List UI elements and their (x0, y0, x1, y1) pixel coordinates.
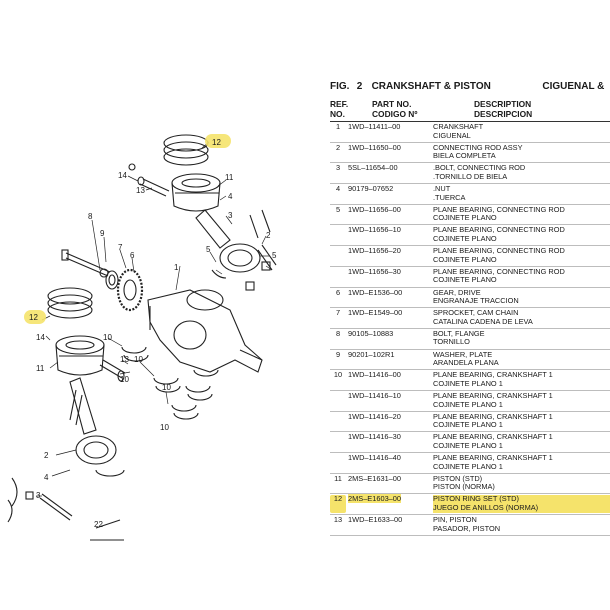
callout-8: 8 (88, 212, 93, 221)
part-description-es: ENGRANAJE TRACCION (433, 296, 519, 306)
part-ref: 7 (335, 308, 341, 318)
part-description-es: COJINETE PLANO (433, 254, 497, 264)
callout-4-top: 4 (228, 192, 233, 201)
part-number-text: 1WD–E1633–00 (348, 515, 403, 525)
header-description: DESCRIPTION (474, 99, 532, 109)
part-description (430, 164, 610, 181)
highlight-callout-12-bottom (24, 310, 46, 324)
part-description (430, 351, 610, 368)
part-description-es: PISTON (NORMA) (433, 482, 495, 492)
cam-sprocket (106, 271, 118, 289)
part-description-en: PLANE BEARING, CRANKSHAFT 1 (433, 453, 553, 462)
part-description (430, 185, 610, 202)
part-description-en: GEAR, DRIVE (433, 287, 481, 297)
piston-top (172, 174, 220, 211)
part-description (430, 226, 610, 243)
part-ref: 1 (335, 122, 341, 131)
callout-10-c: 10 (120, 375, 129, 384)
part-description-en: .BOLT, CONNECTING ROD (433, 163, 526, 173)
part-number-text: 2MS–E1603–00 (348, 494, 402, 504)
callout-6: 6 (130, 251, 135, 260)
part-description-es: COJINETE PLANO 1 (433, 420, 503, 430)
part-description-en: PLANE BEARING, CRANKSHAFT 1 (433, 370, 553, 380)
part-ref (330, 226, 346, 243)
part-description-es: .TUERCA (433, 192, 466, 202)
callout-10-d: 10 (162, 383, 171, 392)
part-description-en: PISTON RING SET (STD) (433, 495, 610, 504)
table-row (330, 432, 610, 453)
part-ref: 2 (335, 142, 341, 152)
part-number-text: 90179–07652 (348, 184, 394, 194)
part-number-text: 2MS–E1631–00 (348, 473, 402, 483)
table-row (330, 308, 610, 329)
part-description (430, 268, 610, 285)
fig-number: 2 (356, 81, 363, 92)
part-description (430, 289, 610, 306)
part-description-en: BOLT, FLANGE (433, 328, 485, 338)
part-description-es: COJINETE PLANO 1 (433, 461, 503, 471)
part-description (430, 516, 610, 533)
table-row (330, 329, 610, 350)
callout-13-bottom: 13 (120, 355, 129, 364)
figure-title (330, 80, 610, 94)
flange-bolt (62, 250, 110, 276)
part-number-text: 1WD–11656–10 (348, 225, 401, 235)
part-number (346, 144, 430, 161)
fig-title-en: CRANKSHAFT & PISTON (371, 81, 491, 92)
part-description (430, 247, 610, 264)
part-ref: 13 (333, 515, 343, 525)
callout-10-a: 10 (103, 333, 112, 342)
table-row (330, 412, 610, 433)
part-number (346, 247, 430, 264)
callout-2-top: 2 (266, 231, 271, 240)
connecting-rod-top (196, 210, 276, 272)
fig-label: FIG. (330, 81, 350, 92)
connecting-rod-bottom (70, 378, 124, 476)
callout-1: 1 (174, 263, 179, 272)
part-description-en: PLANE BEARING, CONNECTING ROD (433, 246, 565, 256)
header-no: NO. (330, 108, 345, 119)
table-row (330, 267, 610, 288)
table-row (330, 391, 610, 412)
part-ref (330, 413, 346, 430)
table-row (330, 370, 610, 391)
part-description (430, 392, 610, 409)
part-description (430, 371, 610, 388)
table-row (330, 205, 610, 226)
part-description-es: COJINETE PLANO (433, 275, 497, 285)
header-ref: REF. (330, 99, 349, 109)
part-description (430, 309, 610, 326)
part-ref (330, 433, 346, 450)
callout-11-bottom: 11 (36, 364, 45, 373)
part-description (430, 475, 610, 492)
part-number-text: 1WD–E1536–00 (348, 287, 403, 297)
table-row (330, 515, 610, 536)
connecting-rod-nut-2 (246, 282, 254, 290)
part-number (346, 371, 430, 388)
part-ref: 3 (335, 163, 341, 173)
part-description (430, 206, 610, 223)
table-row (330, 163, 610, 184)
part-number (346, 433, 430, 450)
part-description-en: PLANE BEARING, CONNECTING ROD (433, 266, 565, 276)
part-number-text: 1WD–E1549–00 (348, 308, 403, 318)
part-ref (330, 454, 346, 471)
part-ref: 6 (335, 287, 341, 297)
part-description (430, 413, 610, 430)
part-description-es: COJINETE PLANO 1 (433, 378, 503, 388)
header-part-no: PART NO. (372, 99, 412, 109)
callout-10-b: 10 (134, 355, 143, 364)
part-ref (330, 268, 346, 285)
table-row (330, 453, 610, 474)
part-number-text: 1WD–11656–00 (348, 204, 401, 214)
part-number-text: 1WD–11656–20 (348, 246, 401, 256)
part-description (430, 330, 610, 347)
part-number (346, 164, 430, 181)
part-ref: 9 (335, 349, 341, 359)
part-number (346, 330, 430, 347)
table-row (330, 474, 610, 495)
part-number (346, 123, 430, 140)
part-number (346, 226, 430, 243)
part-number (346, 454, 430, 471)
callout-10-e: 10 (160, 423, 169, 432)
table-row (330, 494, 610, 515)
part-description-en: PIN, PISTON (433, 515, 477, 525)
fig-title-es: CIGUENAL & (542, 81, 605, 92)
part-ref: 8 (335, 328, 341, 338)
part-number (346, 268, 430, 285)
part-number (346, 309, 430, 326)
part-number (346, 185, 430, 202)
part-description-en: CONNECTING ROD ASSY (433, 142, 523, 152)
callout-3-top: 3 (228, 211, 233, 220)
part-ref: 5 (335, 204, 341, 214)
part-number-text: 90201–102R1 (348, 349, 395, 359)
callout-12-bottom: 12 (29, 313, 38, 322)
callout-5-top: 5 (272, 251, 277, 260)
table-row (330, 288, 610, 309)
partial-part-edge (8, 478, 17, 522)
part-description-en: PLANE BEARING, CONNECTING ROD (433, 225, 565, 235)
part-ref: 4 (335, 184, 341, 194)
piston-ring-set-top (164, 135, 208, 165)
parts-table-body (330, 122, 610, 536)
part-description (430, 144, 610, 161)
column-header-row-2 (330, 110, 610, 120)
part-description-es: COJINETE PLANO 1 (433, 399, 503, 409)
part-description-en: PLANE BEARING, CONNECTING ROD (433, 204, 565, 214)
part-number-text: 90105–10883 (348, 328, 394, 338)
callout-14-bottom: 14 (36, 333, 45, 342)
part-description-es: CIGUENAL (433, 130, 471, 140)
part-number-text: 1WD–11416–20 (348, 411, 401, 421)
drive-gear (118, 270, 142, 310)
part-description-en: CRANKSHAFT (433, 122, 484, 131)
callout-3-bottom: 3 (36, 491, 41, 500)
part-description-es: COJINETE PLANO 1 (433, 440, 503, 450)
callout-2-bottom: 2 (44, 451, 49, 460)
header-descripcion: DESCRIPCION (474, 108, 533, 119)
part-number (346, 206, 430, 223)
part-number-text: 1WD–11411–00 (348, 122, 401, 131)
bottom-bolt (40, 494, 72, 520)
callout-22: 22 (94, 520, 103, 529)
part-description-es: ARANDELA PLANA (433, 358, 499, 368)
highlight-callout-12-top (205, 134, 231, 148)
table-row (330, 143, 610, 164)
bottom-nut (26, 492, 33, 499)
part-number-text: 1WD–11650–00 (348, 142, 401, 152)
part-description (430, 123, 610, 140)
part-description-en: .NUT (433, 184, 451, 194)
part-description-en: PISTON (STD) (433, 473, 483, 483)
callout-13-top: 13 (136, 186, 145, 195)
part-number-text: 1WD–11656–30 (348, 266, 401, 276)
part-number (346, 413, 430, 430)
table-row (330, 184, 610, 205)
part-number-text: 1WD–11416–30 (348, 432, 401, 442)
part-number (346, 289, 430, 306)
part-description-en: PLANE BEARING, CRANKSHAFT 1 (433, 411, 553, 421)
part-description-es: CATALINA CADENA DE LEVA (433, 316, 533, 326)
part-number (346, 495, 430, 512)
table-row (330, 246, 610, 267)
part-ref: 12 (330, 495, 346, 512)
callout-11-top: 11 (225, 173, 234, 182)
table-row (330, 122, 610, 143)
part-number (346, 475, 430, 492)
part-description-es: BIELA COMPLETA (433, 151, 496, 161)
part-description-en: PLANE BEARING, CRANKSHAFT 1 (433, 432, 553, 442)
part-number-text: 1WD–11416–40 (348, 453, 401, 462)
part-description-es: COJINETE PLANO (433, 213, 497, 223)
part-description-en: SPROCKET, CAM CHAIN (433, 308, 519, 318)
callout-14-top: 14 (118, 171, 127, 180)
part-number (346, 516, 430, 533)
part-description-es: JUEGO DE ANILLOS (NORMA) (433, 504, 610, 513)
part-ref: 10 (333, 370, 343, 380)
part-description (430, 433, 610, 450)
part-number-text: 1WD–11416–00 (348, 370, 401, 380)
crankshaft (148, 290, 262, 372)
part-description-es: .TORNILLO DE BIELA (433, 171, 508, 181)
part-description-es: COJINETE PLANO (433, 234, 497, 244)
part-description-en: WASHER, PLATE (433, 349, 493, 359)
part-number-text: 1WD–11416–10 (348, 390, 401, 400)
table-row (330, 225, 610, 246)
parts-list-panel (330, 80, 610, 536)
part-description-es: PASADOR, PISTON (433, 523, 501, 533)
part-description (430, 454, 610, 471)
callout-7: 7 (118, 243, 123, 252)
bearing-half-top (212, 270, 226, 278)
callout-12-top: 12 (212, 138, 221, 147)
part-number (346, 351, 430, 368)
callout-5-mid: 5 (206, 245, 211, 254)
header-codigo: CODIGO Nº (372, 108, 418, 119)
part-description (430, 495, 610, 512)
callout-4-bottom: 4 (44, 473, 49, 482)
callout-9: 9 (100, 229, 105, 238)
part-ref: 11 (334, 473, 342, 483)
part-ref (330, 392, 346, 409)
part-number (346, 392, 430, 409)
piston-ring-set-bottom (48, 288, 92, 318)
piston-clip-top (129, 164, 135, 170)
part-description-es: TORNILLO (433, 337, 470, 347)
part-number-text: 5SL–11654–00 (348, 163, 398, 173)
table-row (330, 350, 610, 371)
part-ref (330, 247, 346, 264)
part-description-en: PLANE BEARING, CRANKSHAFT 1 (433, 390, 553, 400)
piston-bottom (56, 336, 104, 375)
